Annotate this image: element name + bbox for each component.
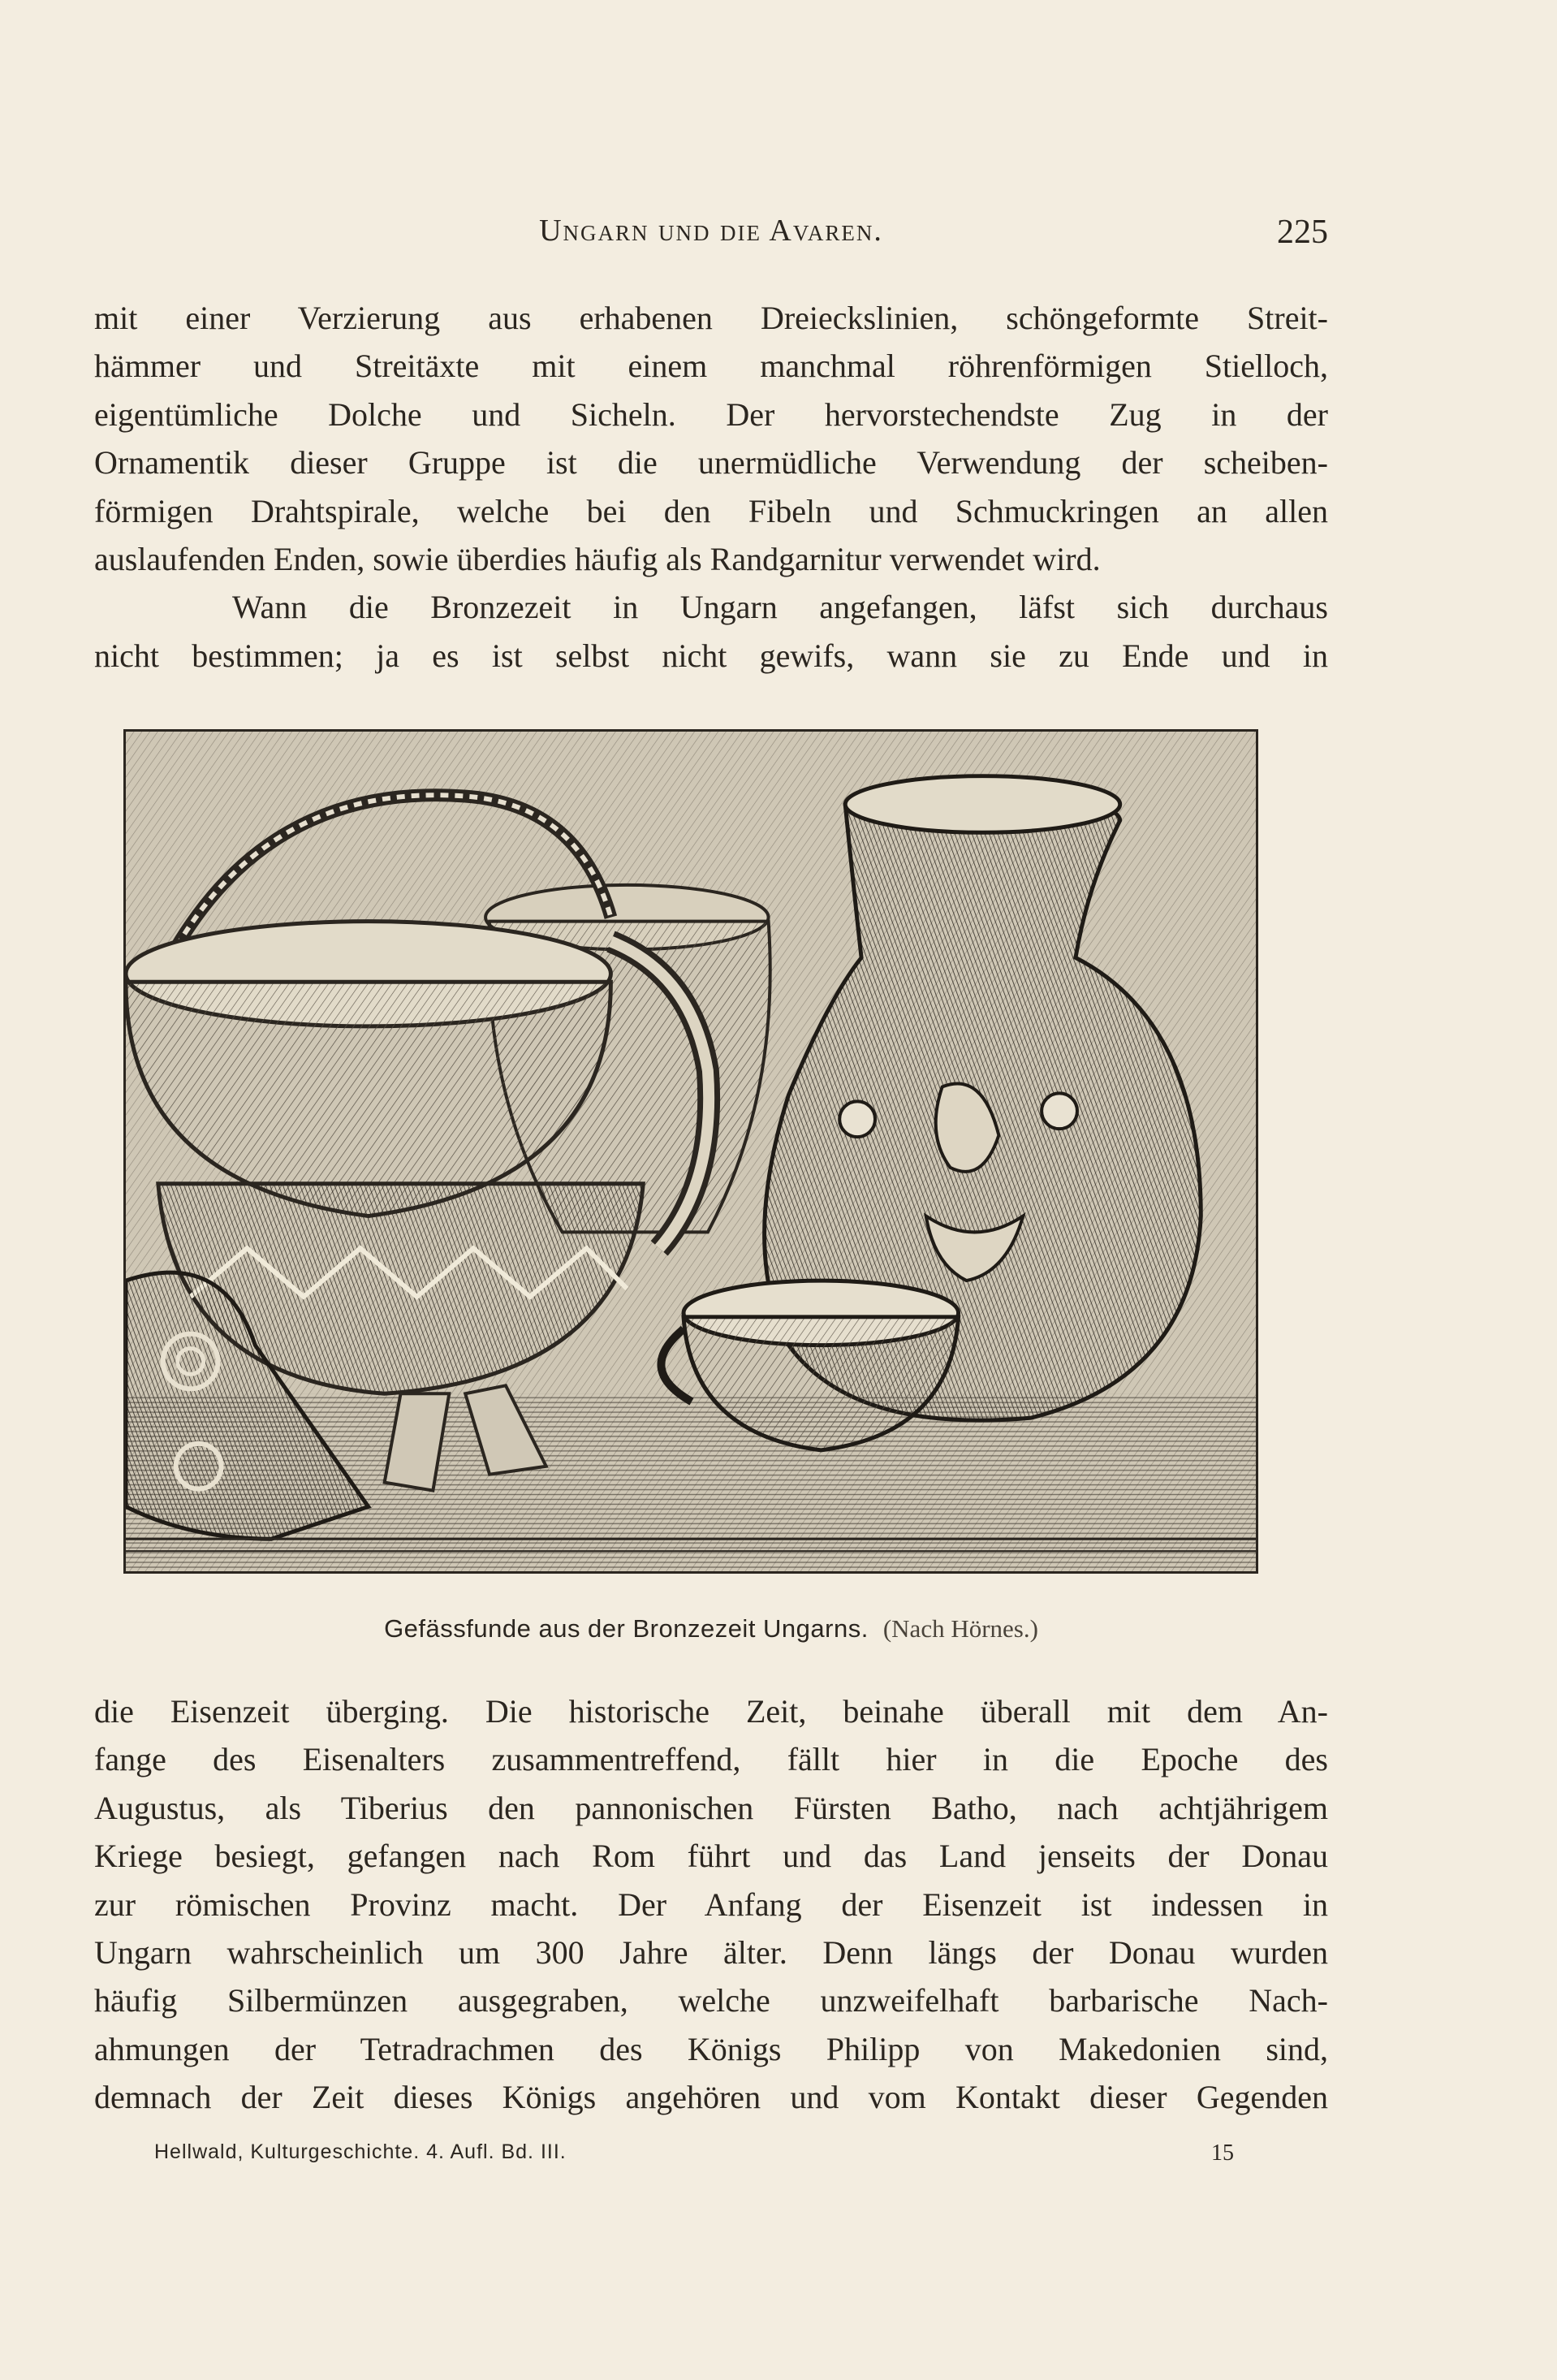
sheet-number: 15 bbox=[1211, 2140, 1234, 2166]
page-number: 225 bbox=[1277, 214, 1328, 251]
text-line: fange des Eisenalters zusammentreffend, fällt hier in die Epoche des bbox=[94, 1741, 1328, 1778]
page-footer bbox=[154, 2140, 1234, 2173]
figure-caption bbox=[94, 1614, 1328, 1644]
page-header bbox=[94, 213, 1328, 261]
text-line: Augustus, als Tiberius den pannonischen Fürsten Batho, nach achtjährigem bbox=[94, 1789, 1328, 1826]
running-title: Ungarn und die Avaren. bbox=[539, 214, 883, 248]
paragraph-bottom bbox=[94, 1687, 1328, 2122]
text-line: Wann die Bronzezeit in Ungarn angefangen, läfst sich durchaus bbox=[232, 589, 1328, 626]
text-line: hämmer und Streitäxte mit einem manchmal röhrenförmigen Stielloch, bbox=[94, 348, 1328, 385]
text-line: zur römischen Provinz macht. Der Anfang der Eisenzeit ist indessen in bbox=[94, 1885, 1328, 1923]
bronze-age-vessels-engraving bbox=[126, 732, 1256, 1571]
text-line: nicht bestimmen; ja es ist selbst nicht gewifs, wann sie zu Ende und in bbox=[94, 637, 1328, 674]
text-line: mit einer Verzierung aus erhabenen Dreieckslinien, schöngeformte Streit- bbox=[94, 300, 1328, 336]
caption-title: Gefässfunde aus der Bronzezeit Ungarns. bbox=[384, 1614, 869, 1643]
text-line: Kriege besiegt, gefangen nach Rom führt und das Land jenseits der Donau bbox=[94, 1838, 1328, 1875]
text-line: häufig Silbermünzen ausgegraben, welche unzweifelhaft barbarische Nach- bbox=[94, 1982, 1328, 2019]
text-line: die Eisenzeit überging. Die historische Zeit, beinahe überall mit dem An- bbox=[94, 1693, 1328, 1730]
text-line: Ungarn wahrscheinlich um 300 Jahre älter. Denn längs der Donau wurden bbox=[94, 1934, 1328, 1972]
text-line: Ornamentik dieser Gruppe ist die unermüdliche Verwendung der scheiben- bbox=[94, 444, 1328, 482]
paragraph-top bbox=[94, 294, 1328, 680]
text-line: auslaufenden Enden, sowie überdies häufig als Randgarnitur verwendet wird. bbox=[94, 541, 1101, 578]
text-line: förmigen Drahtspirale, welche bei den Fibeln und Schmuckringen an allen bbox=[94, 492, 1328, 529]
engraving-figure bbox=[123, 729, 1258, 1574]
printer-signature: Hellwald, Kulturgeschichte. 4. Aufl. Bd. III. bbox=[154, 2140, 567, 2163]
text-line: ahmungen der Tetradrachmen des Königs Philipp von Makedonien sind, bbox=[94, 2030, 1328, 2067]
text-line: demnach der Zeit dieses Königs angehören und vom Kontakt dieser Gegenden bbox=[94, 2079, 1328, 2116]
text-line: eigentümliche Dolche und Sicheln. Der hervorstechendste Zug in der bbox=[94, 395, 1328, 433]
caption-source: (Nach Hörnes.) bbox=[882, 1614, 1038, 1643]
